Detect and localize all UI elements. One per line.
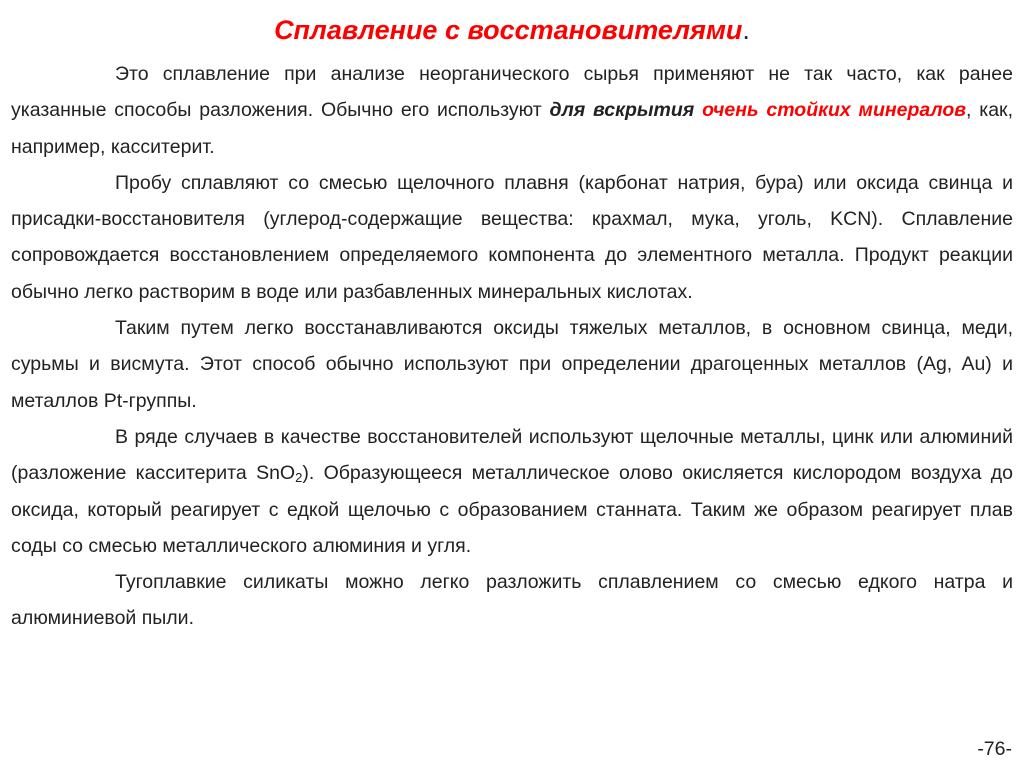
emphasis-for-opening: для вскрытия: [549, 99, 695, 122]
subscript-2: 2: [295, 470, 303, 486]
paragraph-4-text-end: ). Образующееся металлическое олово окисляется кислородом воздуха до оксида, который реагирует с едкой щелочью с образованием станната. Таким же образом реагирует плав соды со смесью металлического алюминия и угля.: [11, 462, 1013, 557]
emphasis-very-resistant-minerals: очень стойких минералов: [702, 99, 967, 122]
paragraph-5: Тугоплавкие силикаты можно легко разложить сплавлением со смесью едкого натра и алюминиевой пыли.: [11, 571, 1013, 630]
paragraph-2: Пробу сплавляют со смесью щелочного плавня (карбонат натрия, бура) или оксида свинца и присадки-восстановителя (углерод-содержащие вещества: крахмал, мука, уголь, KCN). Сплавление сопровождается восстановлением определяемого компонента до элементного металла. Продукт реакции обычно легко растворим в воде или разбавленных минеральных кислотах.: [11, 171, 1013, 303]
paragraph-3: Таким путем легко восстанавливаются оксиды тяжелых металлов, в основном свинца, меди, сурьмы и висмута. Этот способ обычно используют при определении драгоценных металлов (Ag, Au) и металлов Pt-группы.: [11, 317, 1013, 412]
paragraph-4: [11, 419, 1013, 564]
paragraph-1-text-end: , как, например, касситерит.: [11, 99, 1013, 158]
emphasis-space: [694, 99, 702, 121]
slide-title-dot: .: [742, 15, 750, 45]
paragraph-1-text-start: Это сплавление при анализе неорганического сырья применяют не так часто, как ранее указанные способы разложения. Обычно его используют: [11, 63, 1013, 122]
paragraph-1: [11, 56, 1013, 165]
slide-title-text: Сплавление с восстановителями: [274, 15, 743, 45]
page-number: -76-: [977, 738, 1012, 760]
body-text: [11, 56, 1013, 637]
slide-title: [0, 10, 1024, 50]
paragraph-4-text-start: В ряде случаев в качестве восстановителей используют щелочные металлы, цинк или алюминий (разложение касситерита SnO: [11, 425, 1013, 485]
